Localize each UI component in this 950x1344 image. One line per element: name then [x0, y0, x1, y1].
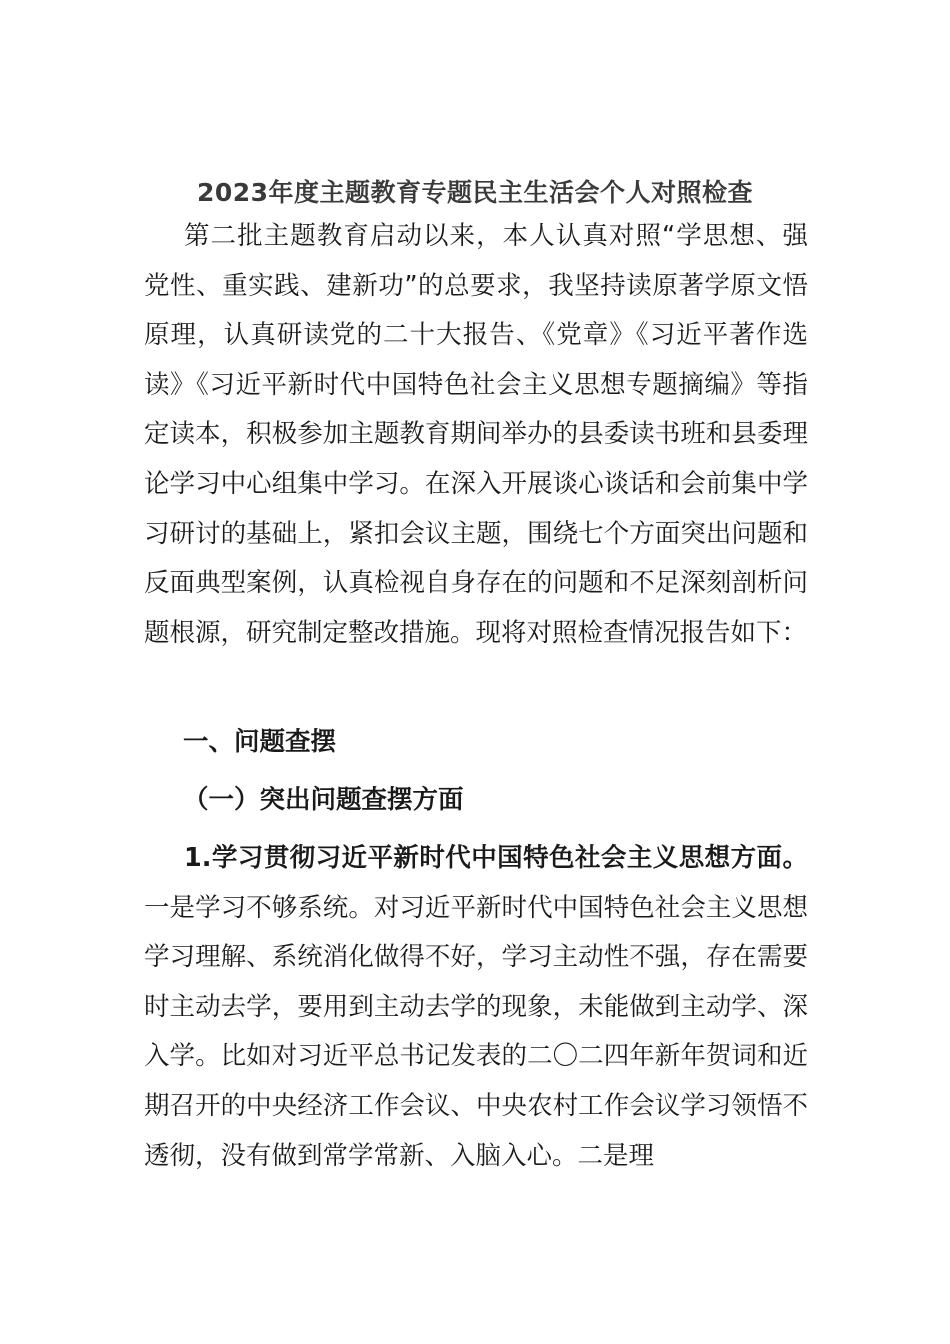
section-heading: 一、问题查摆	[183, 727, 337, 757]
item-body: 一是学习不够系统。对习近平新时代中国特色社会主义思想学习理解、系统消化做得不好，学习主动性不强，存在需要时主动去学，要用到主动去学的现象，未能做到主动学、深入学。比如对习近平总书记发表的二〇二四年新年贺词和近期召开的中央经济工作会议、中央农村工作会议学习领悟不透彻，没有做到常学常新、入脑入心。二是理	[144, 892, 808, 1171]
item-paragraph	[144, 834, 808, 1181]
subsection-heading: （一）突出问题查摆方面	[183, 785, 464, 815]
intro-paragraph: 第二批主题教育启动以来，本人认真对照“学思想、强党性、重实践、建新功”的总要求，我坚持读原著学原文悟原理，认真研读党的二十大报告、《党章》《习近平著作选读》《习近平新时代中国特色社会主义思想专题摘编》等指定读本，积极参加主题教育期间举办的县委读书班和县委理论学习中心组集中学习。在深入开展谈心谈话和会前集中学习研讨的基础上，紧扣会议主题，围绕七个方面突出问题和反面典型案例，认真检视自身存在的问题和不足深刻剖析问题根源，研究制定整改措施。现将对照检查情况报告如下：	[144, 221, 808, 648]
item-heading: 1.学习贯彻习近平新时代中国特色社会主义思想方面。	[184, 843, 808, 873]
document-title: 2023年度主题教育专题民主生活会个人对照检查	[196, 177, 754, 207]
